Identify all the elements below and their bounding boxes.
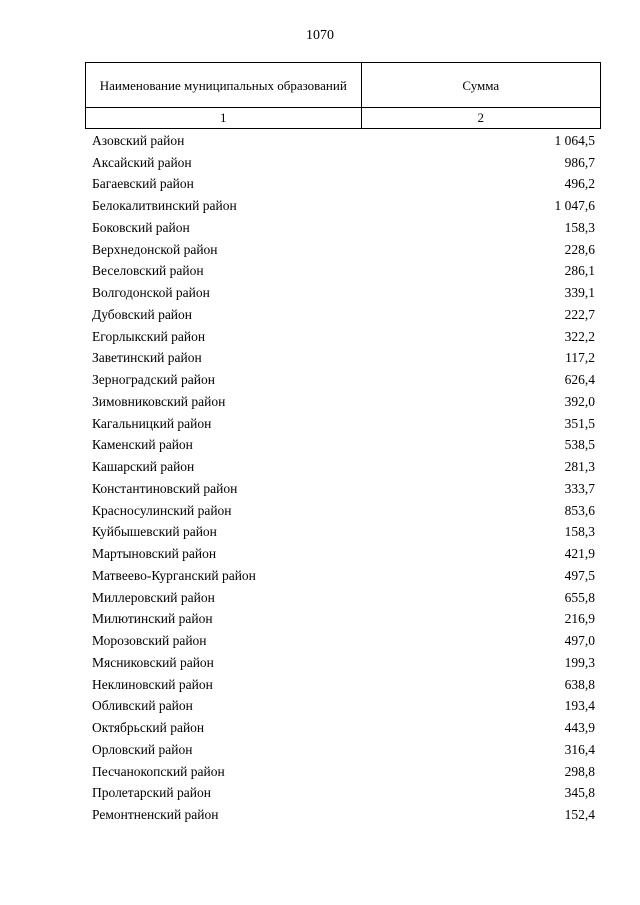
- sum-value: 199,3: [564, 654, 595, 670]
- sum-value: 538,5: [564, 437, 595, 453]
- sum-value: 1 064,5: [554, 132, 595, 148]
- sum-value: 152,4: [564, 807, 595, 823]
- table-row: [92, 130, 595, 152]
- header-municipality-name: Наименование муниципальных образований: [86, 63, 362, 108]
- municipality-name: Аксайский район: [92, 154, 192, 170]
- municipality-name: Зимовниковский район: [92, 393, 226, 409]
- municipality-name: Ремонтненский район: [92, 807, 219, 823]
- table-row: [92, 348, 595, 370]
- table-row: [92, 522, 595, 544]
- municipality-name: Мясниковский район: [92, 654, 214, 670]
- municipality-name: Куйбышевский район: [92, 524, 217, 540]
- sum-value: 853,6: [564, 502, 595, 518]
- table-row: [92, 174, 595, 196]
- sum-value: 443,9: [564, 720, 595, 736]
- table-row: [92, 609, 595, 631]
- sum-value: 298,8: [564, 763, 595, 779]
- table-row: [92, 326, 595, 348]
- sum-value: 1 047,6: [554, 198, 595, 214]
- sum-value: 497,5: [564, 567, 595, 583]
- table-row: [92, 783, 595, 805]
- table-row: [92, 717, 595, 739]
- sum-value: 216,9: [564, 611, 595, 627]
- municipality-name: Неклиновский район: [92, 676, 213, 692]
- table-row: [92, 565, 595, 587]
- sum-value: 117,2: [565, 350, 595, 366]
- table-body: [92, 130, 595, 826]
- sum-value: 986,7: [564, 154, 595, 170]
- sum-value: 193,4: [564, 698, 595, 714]
- table-row: [92, 282, 595, 304]
- table-row: [92, 696, 595, 718]
- sum-value: 497,0: [564, 633, 595, 649]
- header-column-number-2: 2: [361, 108, 600, 129]
- table-row: [92, 478, 595, 500]
- municipality-name: Кагальницкий район: [92, 415, 212, 431]
- municipality-name: Морозовский район: [92, 633, 207, 649]
- sum-value: 421,9: [564, 546, 595, 562]
- municipality-name: Красносулинский район: [92, 502, 232, 518]
- municipality-name: Заветинский район: [92, 350, 202, 366]
- sum-value: 158,3: [564, 219, 595, 235]
- table-row: [92, 587, 595, 609]
- municipality-name: Багаевский район: [92, 176, 194, 192]
- sum-value: 322,2: [564, 328, 595, 344]
- municipality-name: Зерноградский район: [92, 372, 215, 388]
- sum-value: 228,6: [564, 241, 595, 257]
- page-number: 1070: [306, 28, 334, 43]
- table-row: [92, 369, 595, 391]
- table-row: [92, 391, 595, 413]
- municipality-name: Азовский район: [92, 132, 185, 148]
- municipality-name: Октябрьский район: [92, 720, 205, 736]
- sum-value: 222,7: [564, 306, 595, 322]
- municipality-name: Боковский район: [92, 219, 190, 235]
- municipality-name: Миллеровский район: [92, 589, 215, 605]
- sum-value: 496,2: [564, 176, 595, 192]
- table-row: [92, 456, 595, 478]
- sum-value: 339,1: [564, 285, 595, 301]
- table-row: [92, 674, 595, 696]
- municipality-name: Милютинский район: [92, 611, 213, 627]
- table-row: [92, 500, 595, 522]
- table-row: [92, 195, 595, 217]
- municipality-name: Веселовский район: [92, 263, 204, 279]
- table-row: [92, 261, 595, 283]
- municipality-name: Песчанокопский район: [92, 763, 225, 779]
- table-row: [92, 630, 595, 652]
- table-row: [92, 152, 595, 174]
- table-row: [92, 435, 595, 457]
- sum-value: 333,7: [564, 480, 595, 496]
- municipality-name: Орловский район: [92, 741, 193, 757]
- municipality-name: Белокалитвинский район: [92, 198, 237, 214]
- sum-value: 392,0: [564, 393, 595, 409]
- municipality-name: Каменский район: [92, 437, 193, 453]
- header-column-number-1: 1: [86, 108, 362, 129]
- sum-value: 345,8: [564, 785, 595, 801]
- sum-value: 286,1: [564, 263, 595, 279]
- table-row: [92, 413, 595, 435]
- table-row: [92, 761, 595, 783]
- sum-value: 158,3: [564, 524, 595, 540]
- municipality-name: Егорлыкский район: [92, 328, 206, 344]
- table-row: [92, 543, 595, 565]
- header-sum: Сумма: [361, 63, 600, 108]
- sum-value: 316,4: [564, 741, 595, 757]
- sum-value: 626,4: [564, 372, 595, 388]
- sum-value: 655,8: [564, 589, 595, 605]
- sum-value: 281,3: [564, 459, 595, 475]
- municipality-name: Верхнедонской район: [92, 241, 218, 257]
- municipality-name: Дубовский район: [92, 306, 193, 322]
- table-row: [92, 239, 595, 261]
- table-header: [85, 62, 601, 129]
- sum-value: 351,5: [564, 415, 595, 431]
- municipality-name: Волгодонской район: [92, 285, 210, 301]
- municipality-name: Матвеево-Курганский район: [92, 567, 256, 583]
- municipality-name: Мартыновский район: [92, 546, 217, 562]
- municipality-name: Константиновский район: [92, 480, 238, 496]
- table-row: [92, 217, 595, 239]
- municipality-name: Кашарский район: [92, 459, 195, 475]
- table-row: [92, 304, 595, 326]
- table-row: [92, 739, 595, 761]
- municipality-name: Пролетарский район: [92, 785, 211, 801]
- table-row: [92, 652, 595, 674]
- municipality-name: Обливский район: [92, 698, 193, 714]
- table-row: [92, 804, 595, 826]
- sum-value: 638,8: [564, 676, 595, 692]
